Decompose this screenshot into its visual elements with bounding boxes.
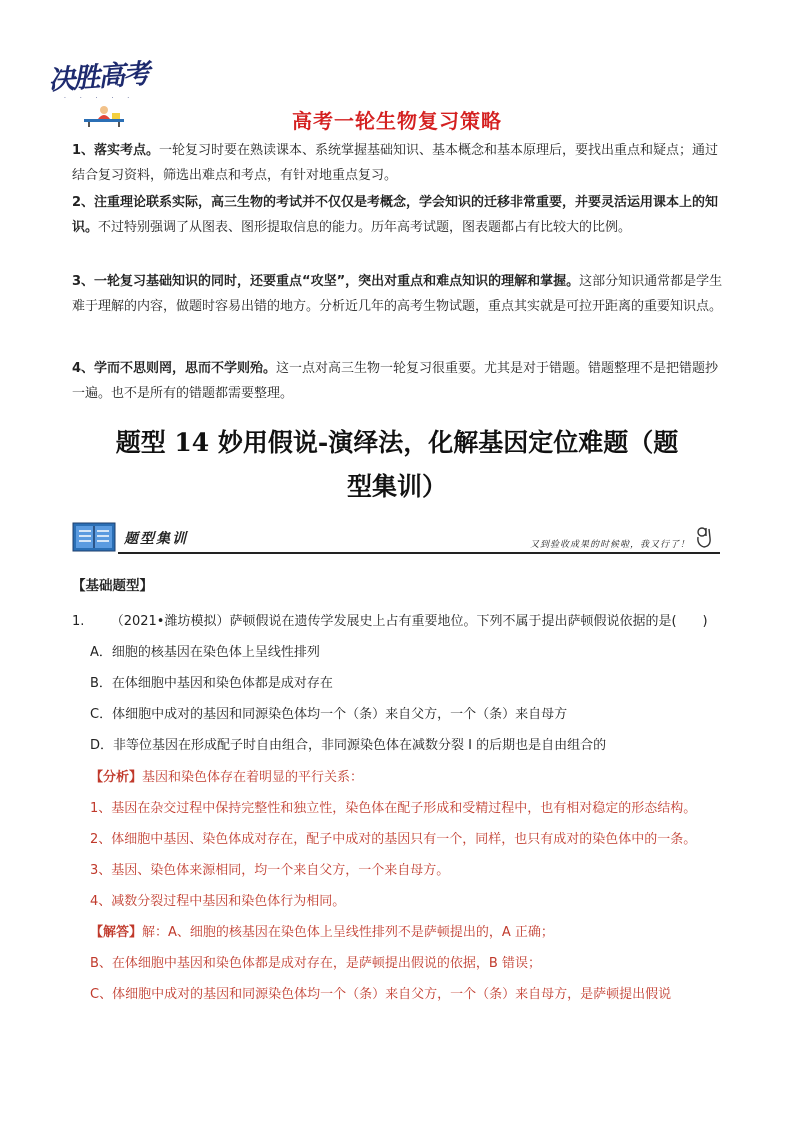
ok-hand-icon (694, 525, 714, 549)
strategy-1 (72, 138, 724, 188)
strategy-3-text: 这部分知识通常都是学生难于理解的内容，做题时容易出错的地方。分析近几年的高考生物试题，重点其实就是可拉开距离的重要知识点。 (72, 274, 723, 314)
answer-tag: 【解答】 (90, 925, 143, 940)
answer-line-3: C、体细胞中成对的基因和同源染色体均一个（条）来自父方，一个（条）来自母方，是萨顿提出假说 (90, 987, 672, 1002)
book-icon (72, 522, 116, 552)
banner-label: 题型集训 (124, 531, 188, 547)
analysis-intro-row (90, 766, 730, 785)
practice-banner (72, 519, 720, 555)
page-title: 高考一轮生物复习策略 (292, 109, 502, 133)
strategy-2-text: 不过特别强调了从图表、图形提取信息的能力。历年高考试题，图表题都占有比较大的比例。 (98, 220, 632, 235)
strategy-4-text: 这一点对高三生物一轮复习很重要。尤其是对于错题。错题整理不是把错题抄一遍。也不是所有的错题都需要整理。 (72, 361, 719, 401)
strategy-2 (72, 190, 724, 240)
strategy-4-bold: 4、学而不思则罔，思而不学则殆。 (72, 361, 277, 376)
strategy-1-text: 一轮复习时要在熟读课本、系统掌握基础知识、基本概念和基本原理后，要找出重点和疑点；通过结合复习资料，筛选出难点和考点，有针对地重点复习。 (72, 143, 719, 183)
strategy-2-bold: 2、注重理论联系实际，高三生物的考试并不仅仅是考概念，学会知识的迁移非常重要，并要灵活运用课本上的知识。 (72, 195, 719, 235)
analysis-tag: 【分析】 (90, 770, 143, 785)
analysis-point-1: 1、基因在杂交过程中保持完整性和独立性，染色体在配子形成和受精过程中，也有相对稳定的形态结构。 (90, 801, 697, 816)
topic-title-line-1: 题型 14 妙用假说-演绎法，化解基因定位难题（题 (115, 428, 679, 457)
analysis-point-4: 4、减数分裂过程中基因和染色体行为相同。 (90, 894, 346, 909)
analysis-intro: 基因和染色体存在着明显的平行关系： (142, 770, 364, 785)
banner-slogan: 又到验收成果的时候啦，我又行了！ (529, 540, 690, 550)
strategy-4 (72, 356, 724, 406)
banner-divider (118, 552, 720, 554)
question-stem-row (72, 610, 732, 629)
section-heading: 【基础题型】 (72, 578, 153, 594)
logo-text: 决胜高考 (47, 58, 150, 97)
analysis-point-3: 3、基因、染色体来源相同，均一个来自父方，一个来自母方。 (90, 863, 450, 878)
strategy-3-bold: 3、一轮复习基础知识的同时，还要重点“攻坚”，突出对重点和难点知识的理解和掌握。 (72, 274, 580, 289)
topic-title-line-2: 型集训） (346, 472, 447, 501)
analysis-point-2: 2、体细胞中基因、染色体成对存在，配子中成对的基因只有一个，同样，也只有成对的染色体中的一条。 (90, 832, 697, 847)
question-stem: （2021•潍坊模拟）萨顿假说在遗传学发展史上占有重要地位。下列不属于提出萨顿假说依据的是( ) (110, 614, 708, 629)
option-c: C．体细胞中成对的基因和同源染色体均一个（条）来自父方，一个（条）来自母方 (90, 707, 568, 722)
answer-row-1 (90, 921, 730, 940)
logo-subtitle: · · · · · (64, 95, 136, 102)
strategy-1-bold: 1、落实考点。 (72, 143, 160, 158)
strategy-3 (72, 269, 724, 319)
option-b: B．在体细胞中基因和染色体都是成对存在 (90, 676, 333, 691)
answer-line-1: 解：A、细胞的核基因在染色体上呈线性排列不是萨顿提出的，A 正确； (142, 925, 554, 940)
option-d: D．非等位基因在形成配子时自由组合，非同源染色体在减数分裂 I 的后期也是自由组合的 (90, 738, 607, 753)
answer-line-2: B、在体细胞中基因和染色体都是成对存在，是萨顿提出假说的依据，B 错误； (90, 956, 541, 971)
option-a: A．细胞的核基因在染色体上呈线性排列 (90, 645, 320, 660)
question-number: 1. (72, 614, 85, 629)
